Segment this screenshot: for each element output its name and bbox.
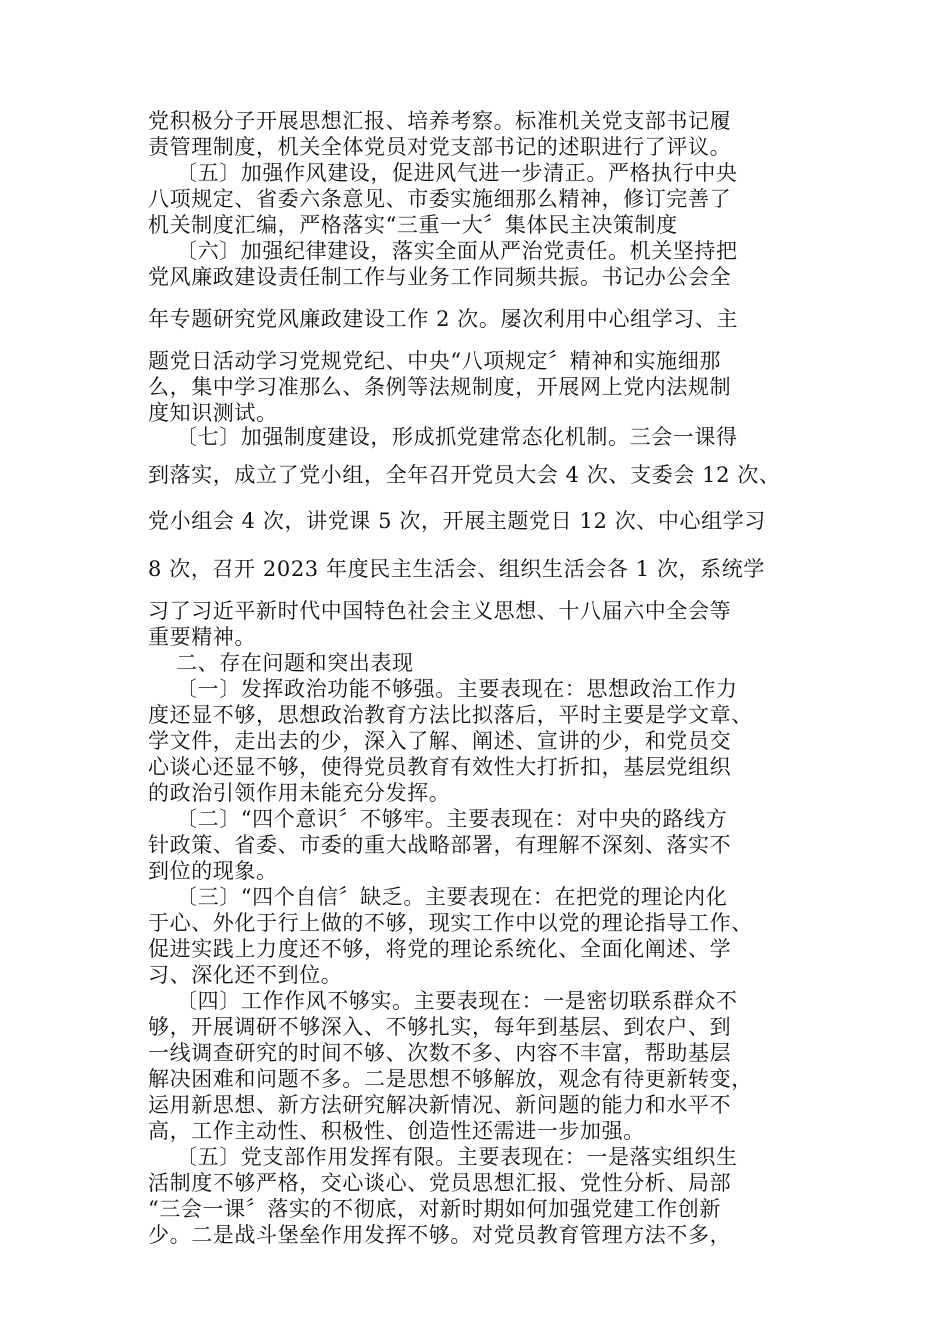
text-line: 少。二是战斗堡垒作用发挥不够。对党员教育管理方法不多， [148,1223,732,1247]
text-line: 促进实践上力度还不够，将党的理论系统化、全面化阐述、学 [148,937,732,961]
text-line: 〔五〕加强作风建设，促进风气进一步清正。严格执行中央 [176,161,738,185]
text-line: 题党日活动学习党规党纪、中央“八项规定〞精神和实施细那 [148,349,721,373]
text-line: 〔三〕“四个自信〞缺乏。主要表现在：在把党的理论内化 [176,885,728,909]
text-line: 习、深化还不到位。 [148,963,343,987]
text-line: 解决困难和问题不多。二是思想不够解放，观念有待更新转变， [148,1067,753,1091]
text-line: 党小组会 4 次，讲党课 5 次，开展主题党日 12 次、中心组学习 [148,509,766,533]
text-line: 么，集中学习准那么、条例等法规制度，开展网上党内法规制 [148,375,732,399]
text-line: 的政治引领作用未能充分发挥。 [148,781,451,805]
text-line: 〔六〕加强纪律建设，落实全面从严治党责任。机关坚持把 [176,239,738,263]
text-line: 〔二〕“四个意识〞不够牢。主要表现在：对中央的路线方 [176,807,728,831]
text-line: 8 次，召开 2023 年度民主生活会、组织生活会各 1 次，系统学 [148,557,765,581]
text-line: 心谈心还显不够，使得党员教育有效性大打折扣，基层党组织 [148,755,732,779]
text-line: 机关制度汇编，严格落实“三重一大〞集体民主决策制度 [148,213,678,237]
text-line: 年专题研究党风廉政建设工作 2 次。屡次利用中心组学习、主 [148,307,739,331]
text-line: 党风廉政建设责任制工作与业务工作同频共振。书记办公会全 [148,265,732,289]
text-line: 到落实，成立了党小组，全年召开党员大会 4 次、支委会 12 次、 [148,463,781,487]
text-line: 高，工作主动性、积极性、创造性还需进一步加强。 [148,1119,645,1143]
section-heading: 二、存在问题和突出表现 [176,651,414,675]
text-line: 到位的现象。 [148,859,278,883]
text-line: 〔七〕加强制度建设，形成抓党建常态化机制。三会一课得 [176,425,738,449]
text-line: 责管理制度，机关全体党员对党支部书记的述职进行了评议。 [148,135,732,159]
text-line: 够，开展调研不够深入、不够扎实，每年到基层、到农户、到 [148,1015,732,1039]
text-line: 度还显不够，思想政治教育方法比拟落后，平时主要是学文章、 [148,703,753,727]
text-line: “三会一课〞落实的不彻底，对新时期如何加强党建工作创新 [148,1197,721,1221]
text-line: 运用新思想、新方法研究解决新情况、新问题的能力和水平不 [148,1093,732,1117]
text-line: 〔四〕工作作风不够实。主要表现在：一是密切联系群众不 [176,989,738,1013]
text-line: 八项规定、省委六条意见、市委实施细那么精神，修订完善了 [148,187,732,211]
text-line: 活制度不够严格，交心谈心、党员思想汇报、党性分析、局部 [148,1171,732,1195]
text-line: 〔一〕发挥政治功能不够强。主要表现在：思想政治工作力 [176,677,738,701]
text-line: 党积极分子开展思想汇报、培养考察。标准机关党支部书记履 [148,109,732,133]
text-line: 习了习近平新时代中国特色社会主义思想、十八届六中全会等 [148,599,732,623]
text-line: 一线调查研究的时间不够、次数不多、内容不丰富，帮助基层 [148,1041,732,1065]
text-line: 度知识测试。 [148,401,278,425]
text-line: 针政策、省委、市委的重大战略部署，有理解不深刻、落实不 [148,833,732,857]
text-line: 于心、外化于行上做的不够，现实工作中以党的理论指导工作、 [148,911,753,935]
text-line: 重要精神。 [148,625,256,649]
text-line: 〔五〕党支部作用发挥有限。主要表现在：一是落实组织生 [176,1145,738,1169]
text-line: 学文件，走出去的少，深入了解、阐述、宣讲的少，和党员交 [148,729,732,753]
